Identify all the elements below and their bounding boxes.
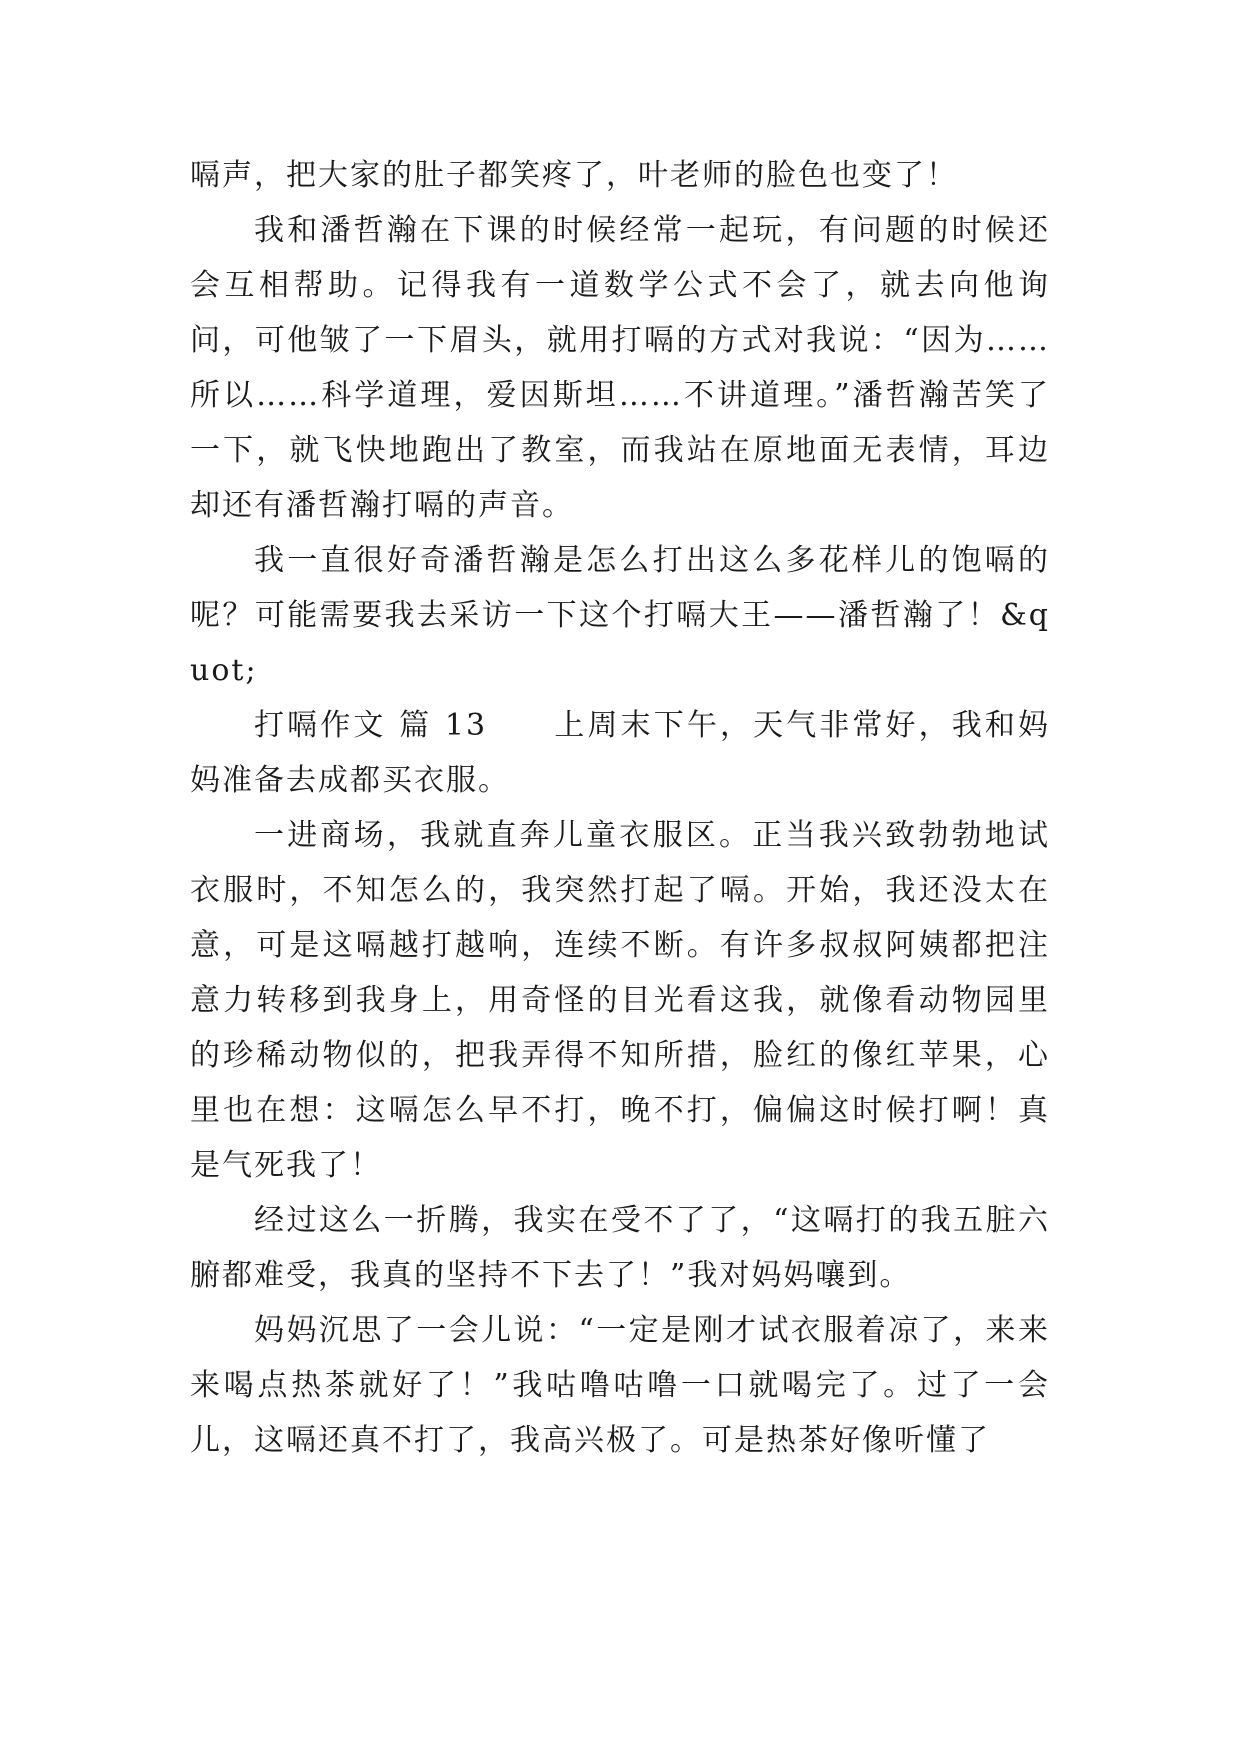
paragraph-7: 妈妈沉思了一会儿说：“一定是刚才试衣服着凉了，来来来喝点热茶就好了！”我咕噜咕噜一口就喝完了。过了一会儿，这嗝还真不打了，我高兴极了。可是热茶好像听懂了 xyxy=(190,1313,1050,1458)
paragraph-5: 一进商场，我就直奔儿童衣服区。正当我兴致勃勃地试衣服时，不知怎么的，我突然打起了嗝。开始，我还没太在意，可是这嗝越打越响，连续不断。有许多叔叔阿姨都把注意力转移到我身上，用奇怪的目光看这我，就像看动物园里的珍稀动物似的，把我弄得不知所措，脸红的像红苹果，心里也在想：这嗝怎么早不打，晚不打，偏偏这时候打啊！真是气死我了！ xyxy=(190,818,1050,1183)
paragraph-6: 经过这么一折腾，我实在受不了了，“这嗝打的我五脏六腑都难受，我真的坚持不下去了！”我对妈妈嚷到。 xyxy=(190,1203,1050,1293)
document-page xyxy=(190,148,1050,1468)
paragraph-2: 我和潘哲瀚在下课的时候经常一起玩，有问题的时候还会互相帮助。记得我有一道数学公式不会了，就去向他询问，可他皱了一下眉头，就用打嗝的方式对我说：“因为……所以……科学道理，爱因斯坦……不讲道理。”潘哲瀚苦笑了一下，就飞快地跑出了教室，而我站在原地面无表情，耳边却还有潘哲瀚打嗝的声音。 xyxy=(190,213,1050,523)
paragraph-4: 打嗝作文 篇 13 上周末下午，天气非常好，我和妈妈准备去成都买衣服。 xyxy=(190,708,1050,798)
paragraph-1: 嗝声，把大家的肚子都笑疼了，叶老师的脸色也变了！ xyxy=(190,158,958,193)
paragraph-3: 我一直很好奇潘哲瀚是怎么打出这么多花样儿的饱嗝的呢？可能需要我去采访一下这个打嗝大王——潘哲瀚了！&quot; xyxy=(190,543,1050,688)
